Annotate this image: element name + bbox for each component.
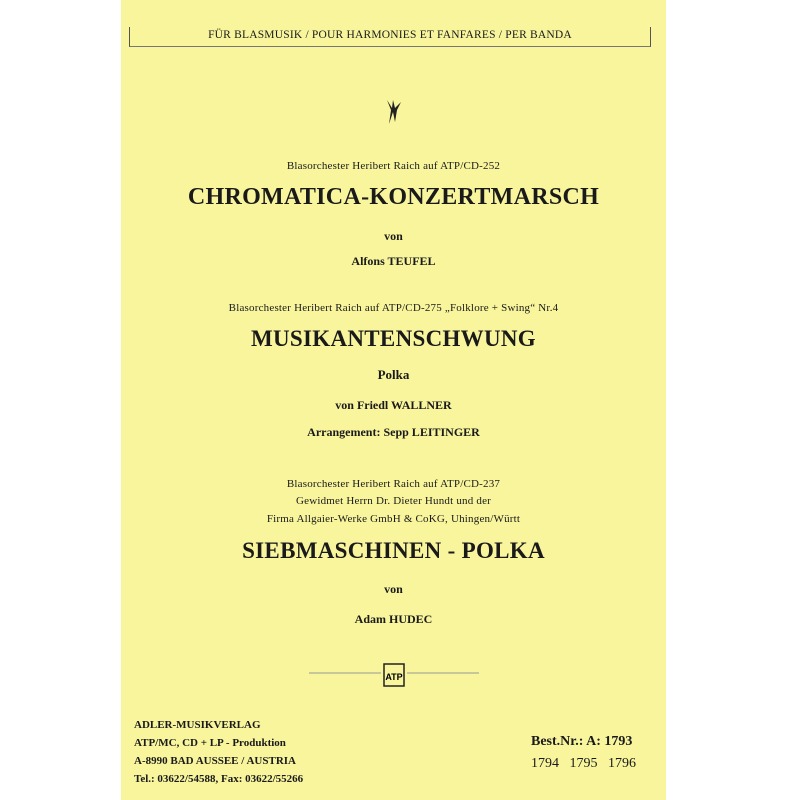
piece-2-genre: Polka [377, 367, 410, 382]
piece-1-composer: Alfons TEUFEL [351, 254, 436, 268]
piece-3-dedication-1: Gewidmet Herrn Dr. Dieter Hundt und der [295, 495, 492, 507]
order-number: Best.Nr.: A: 1793 [531, 734, 633, 749]
piece-2-composer: von Friedl WALLNER [335, 398, 452, 412]
publisher-logo [309, 663, 479, 689]
piece-1-von: von [384, 229, 403, 243]
publisher-logo-text: ATP [385, 672, 403, 682]
piece-3-title: SIEBMASCHINEN - POLKA [242, 538, 545, 563]
piece-3-dedication-2: Firma Allgaier-Werke GmbH & CoKG, Uhingen/Württ [266, 513, 521, 525]
piece-2-title: MUSIKANTENSCHWUNG [251, 326, 536, 351]
piece-1-recording: Blasorchester Heribert Raich auf ATP/CD-252 [286, 160, 501, 172]
piece-3-recording: Blasorchester Heribert Raich auf ATP/CD-237 [286, 478, 501, 490]
publisher-production: ATP/MC, CD + LP - Produktion [134, 737, 286, 749]
banner: FÜR BLASMUSIK / POUR HARMONIES ET FANFARES / PER BANDA [129, 27, 651, 47]
piece-3-composer: Adam HUDEC [354, 612, 433, 626]
piece-1-title: CHROMATICA-KONZERTMARSCH [187, 184, 600, 210]
score-cover [121, 0, 666, 800]
publisher-address: A-8990 BAD AUSSEE / AUSTRIA [134, 755, 296, 767]
piece-3-von: von [384, 582, 403, 596]
publisher-phone: Tel.: 03622/54588, Fax: 03622/55266 [134, 773, 304, 785]
ornament-icon [381, 98, 405, 126]
publisher-name: ADLER-MUSIKVERLAG [134, 719, 261, 731]
piece-2-arrangement: Arrangement: Sepp LEITINGER [307, 425, 480, 439]
piece-2-recording: Blasorchester Heribert Raich auf ATP/CD-275 „Folklore + Swing“ Nr.4 [228, 302, 559, 314]
order-numbers: 1794 1795 1796 [531, 756, 636, 771]
